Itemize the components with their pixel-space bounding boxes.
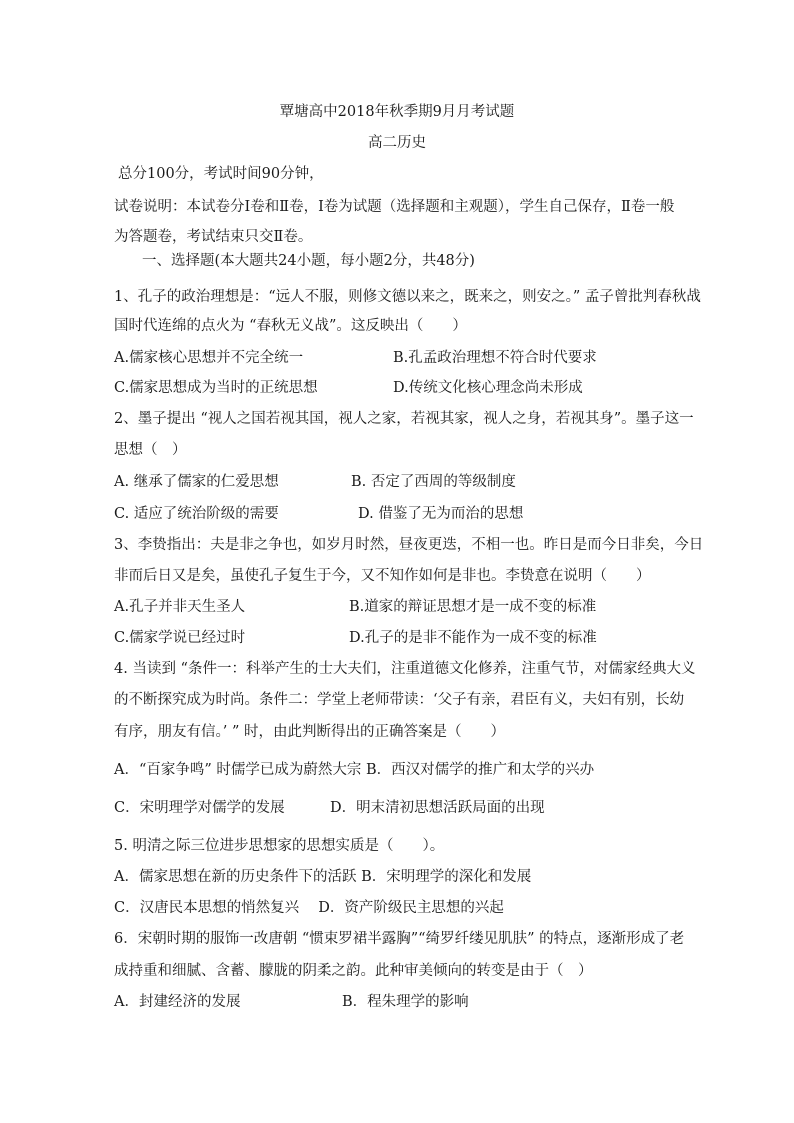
option-a: A.孔子并非天生圣人 <box>114 599 246 615</box>
option-d: D.孔子的是非不能作为一成不变的标准 <box>349 630 597 646</box>
option-c: C.儒家学说已经过时 <box>114 630 246 646</box>
option-b: B.道家的辩证思想才是一成不变的标准 <box>349 599 597 615</box>
option-c-d: C．汉唐民本思想的悄然复兴 D．资产阶级民主思想的兴起 <box>114 900 504 916</box>
score-time-line: 总分100分，考试时间90分钟， <box>118 166 324 182</box>
option-c: C.儒家思想成为当时的正统思想 <box>114 380 318 396</box>
exam-title: 覃塘高中2018年秋季期9月月考试题 <box>279 104 515 120</box>
question-stem-line: 2、墨子提出 “视人之国若视其国，视人之家，若视其家，视人之身，若视其身”。墨子这一 <box>114 411 694 427</box>
question-stem-line: 6．宋朝时期的服饰一改唐朝 “惯束罗裙半露胸”“绮罗纤缕见肌肤” 的特点，逐渐形成了老 <box>114 931 685 947</box>
option-b: B.孔孟政治理想不符合时代要求 <box>393 350 597 366</box>
option-c: C．宋明理学对儒学的发展 <box>114 800 285 816</box>
question-stem-line: 的不断探究成为时尚。条件二：学堂上老师带读：‘父子有亲，君臣有义，夫妇有别，长幼 <box>114 692 685 708</box>
option-b: B．程朱理学的影响 <box>342 994 469 1010</box>
option-a-b: A．“百家争鸣” 时儒学已成为蔚然大宗 B．西汉对儒学的推广和太学的兴办 <box>114 762 595 778</box>
option-a: A. 继承了儒家的仁爱思想 <box>114 474 279 490</box>
option-d: D．明末清初思想活跃局面的出现 <box>330 800 545 816</box>
section-heading: 一、选择题(本大题共24小题，每小题2分，共48分) <box>142 253 475 269</box>
option-a: A．封建经济的发展 <box>114 994 241 1010</box>
question-stem-line: 1、孔子的政治理想是：“远人不服，则修文德以来之，既来之，则安之。” 孟子曾批判春秋战 <box>114 289 701 305</box>
option-d: D.传统文化核心理念尚未形成 <box>393 380 583 396</box>
question-stem-line: 5. 明清之际三位进步思想家的思想实质是（ ）。 <box>114 838 445 854</box>
question-stem-line: 有序，朋友有信。’ ” 时，由此判断得出的正确答案是（ ） <box>114 724 505 740</box>
question-stem-line: 国时代连绵的点火为 “春秋无义战”。这反映出（ ） <box>114 318 467 334</box>
question-stem-line: 4. 当读到 “条件一：科举产生的士大夫们，注重道德文化修养，注重气节，对儒家经典大义 <box>114 661 696 677</box>
question-stem-line: 3、李贽指出：夫是非之争也，如岁月时然，昼夜更迭，不相一也。昨日是而今日非矣，今日 <box>114 537 704 553</box>
question-stem-line: 思想（ ） <box>114 442 187 458</box>
exam-subject: 高二历史 <box>368 135 426 151</box>
instructions-line-2: 为答题卷，考试结束只交Ⅱ卷。 <box>114 229 313 245</box>
instructions-line-1: 试卷说明：本试卷分Ⅰ卷和Ⅱ卷，Ⅰ卷为试题（选择题和主观题），学生自己保存，Ⅱ卷一般 <box>114 199 675 215</box>
option-c: C. 适应了统治阶级的需要 <box>114 506 279 522</box>
question-stem-line: 成持重和细腻、含蓄、朦胧的阴柔之韵。此种审美倾向的转变是由于（ ） <box>114 963 593 979</box>
option-a-b: A．儒家思想在新的历史条件下的活跃 B．宋明理学的深化和发展 <box>114 869 532 885</box>
option-a: A.儒家核心思想并不完全统一 <box>114 350 304 366</box>
option-b: B. 否定了西周的等级制度 <box>351 474 516 490</box>
question-stem-line: 非而后日又是矣，虽使孔子复生于今，又不知作如何是非也。李贽意在说明（ ） <box>114 568 651 584</box>
option-d: D. 借鉴了无为而治的思想 <box>358 506 524 522</box>
